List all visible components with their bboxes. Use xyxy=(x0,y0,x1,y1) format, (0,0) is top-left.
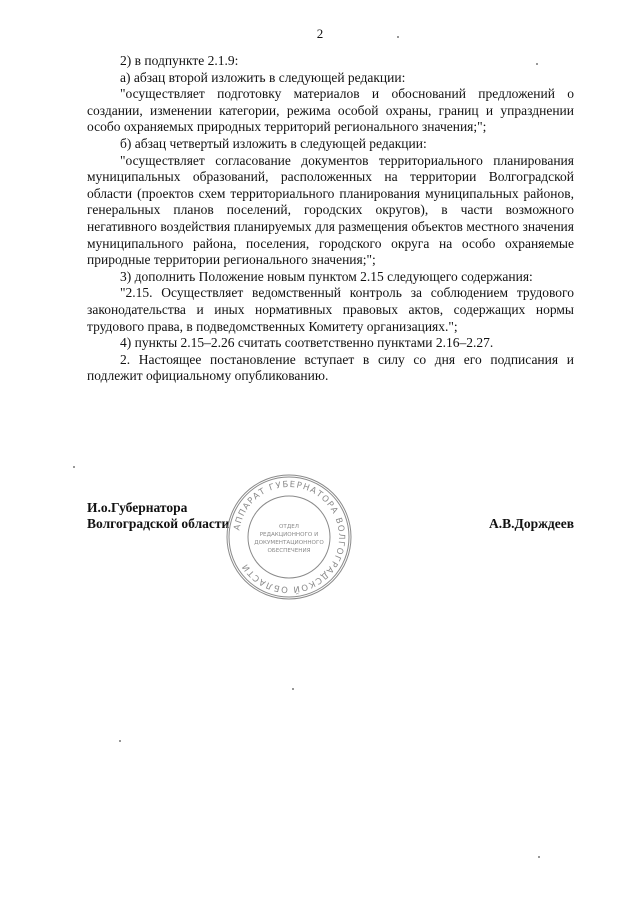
paragraph-effective-date: 2. Настоящее постановление вступает в силу со дня его подписания и подлежит официальному опубликованию. xyxy=(87,351,574,384)
scan-speck xyxy=(536,63,538,65)
paragraph-item-4: 4) пункты 2.15–2.26 считать соответственно пунктами 2.16–2.27. xyxy=(120,335,494,351)
scan-speck xyxy=(397,36,399,38)
stamp-center-line-3: ДОКУМЕНТАЦИОННОГО xyxy=(254,540,324,546)
scan-speck xyxy=(73,466,75,468)
scan-speck xyxy=(538,856,540,858)
page-number: 2 xyxy=(316,26,324,41)
signer-title-line1: И.о.Губернатора xyxy=(87,500,188,515)
paragraph-clause-a: а) абзац второй изложить в следующей редакции: xyxy=(120,69,406,85)
paragraph-subitem-2-1-9: 2) в подпункте 2.1.9: xyxy=(120,53,239,68)
signer-name: А.В.Дорждеев xyxy=(489,516,574,531)
stamp-center-line-4: ОБЕСПЕЧЕНИЯ xyxy=(267,548,311,554)
paragraph-clause-b: б) абзац четвертый изложить в следующей редакции: xyxy=(120,135,427,151)
paragraph-quote-2-15: "2.15. Осуществляет ведомственный контроль за соблюдением трудового законодательства и иных нормативных правовых актов, содержащих нормы трудового права, в подведомственных Комитету организациях."; xyxy=(87,285,574,334)
stamp-center-line-1: ОТДЕЛ xyxy=(279,524,299,530)
stamp-ring-text: АППАРАТ ГУБЕРНАТОРА ВОЛГОГРАДСКОЙ ОБЛАСТИ xyxy=(232,479,347,595)
official-stamp xyxy=(224,472,354,602)
document-body xyxy=(87,53,574,385)
paragraph-item-3: 3) дополнить Положение новым пунктом 2.15 следующего содержания: xyxy=(120,268,533,284)
signer-title-line2: Волгоградской области xyxy=(87,516,230,531)
scan-speck xyxy=(119,740,121,742)
signer-title xyxy=(87,500,229,532)
paragraph-quote-a: "осуществляет подготовку материалов и обоснований предложений о создании, изменении категории, режима особой охраны, границ и упразднении особо охраняемых природных территорий регионального значения;"; xyxy=(87,86,574,135)
paragraph-quote-b: "осуществляет согласование документов территориального планирования муниципальных образований, расположенных на территории Волгоградской области (проектов схем территориального планирования муниципальных районов, генеральных планов поселений, городских округов), в части возможного негативного воздействия планируемых для размещения объектов местного значения муниципального района, поселения, городского округа на особо охраняемые природные территории регионального значения;"; xyxy=(87,152,574,268)
scan-speck xyxy=(292,688,294,690)
stamp-center-line-2: РЕДАКЦИОННОГО И xyxy=(259,532,319,538)
